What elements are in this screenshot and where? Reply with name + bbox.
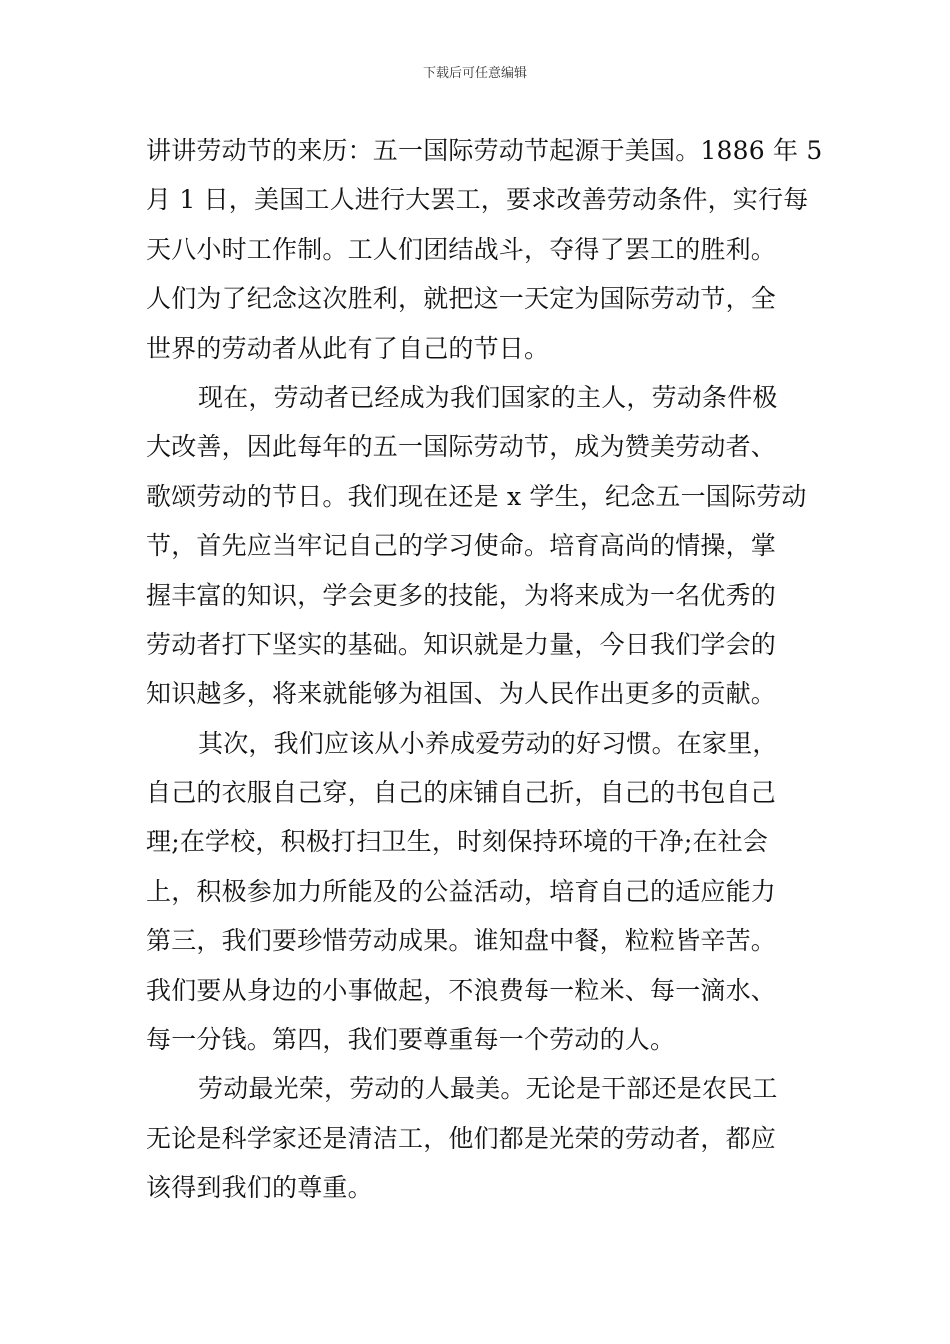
text-line: 人们为了纪念这次胜利，就把这一天定为国际劳动节，全 bbox=[146, 284, 777, 314]
text-line: 我们要从身边的小事做起，不浪费每一粒米、每一滴水、 bbox=[146, 975, 777, 1005]
text-line: 世界的劳动者从此有了自己的节日。 bbox=[146, 333, 550, 363]
text-line: 讲讲劳动节的来历：五一国际劳动节起源于美国。1886 年 5 bbox=[146, 136, 823, 165]
text-line: 月 1 日，美国工人进行大罢工，要求改善劳动条件，实行每 bbox=[146, 185, 809, 215]
paragraph-first-line: 劳动最光荣，劳动的人最美。无论是干部还是农民工 bbox=[198, 1074, 778, 1104]
text-line: 上，积极参加力所能及的公益活动，培育自己的适应能力 bbox=[146, 876, 777, 906]
text-line: 每一分钱。第四，我们要尊重每一个劳动的人。 bbox=[146, 1025, 676, 1055]
text-line: 握丰富的知识，学会更多的技能，为将来成为一名优秀的 bbox=[146, 580, 777, 610]
text-line: 天八小时工作制。工人们团结战斗，夺得了罢工的胜利。 bbox=[146, 234, 777, 264]
header-note: 下载后可任意编辑 bbox=[422, 66, 527, 81]
text-line: 自己的衣服自己穿，自己的床铺自己折，自己的书包自己 bbox=[146, 778, 777, 808]
text-line: 知识越多，将来就能够为祖国、为人民作出更多的贡献。 bbox=[146, 679, 777, 709]
text-line: 理;在学校，积极打扫卫生，时刻保持环境的干净;在社会 bbox=[146, 827, 769, 857]
paragraph-first-line: 现在，劳动者已经成为我们国家的主人，劳动条件极 bbox=[198, 382, 778, 412]
text-line: 大改善，因此每年的五一国际劳动节，成为赞美劳动者、 bbox=[146, 432, 777, 462]
text-line: 劳动者打下坚实的基础。知识就是力量，今日我们学会的 bbox=[146, 629, 777, 659]
text-line: 节，首先应当牢记自己的学习使命。培育高尚的情操，掌 bbox=[146, 531, 777, 561]
text-line: 第三，我们要珍惜劳动成果。谁知盘中餐，粒粒皆辛苦。 bbox=[146, 926, 777, 956]
text-line: 无论是科学家还是清洁工，他们都是光荣的劳动者，都应 bbox=[146, 1123, 777, 1153]
document-body bbox=[146, 126, 823, 1213]
text-line: 该得到我们的尊重。 bbox=[146, 1173, 373, 1203]
paragraph-first-line: 其次，我们应该从小养成爱劳动的好习惯。在家里， bbox=[198, 728, 778, 758]
text-line: 歌颂劳动的节日。我们现在还是 x 学生，纪念五一国际劳动 bbox=[146, 481, 807, 511]
